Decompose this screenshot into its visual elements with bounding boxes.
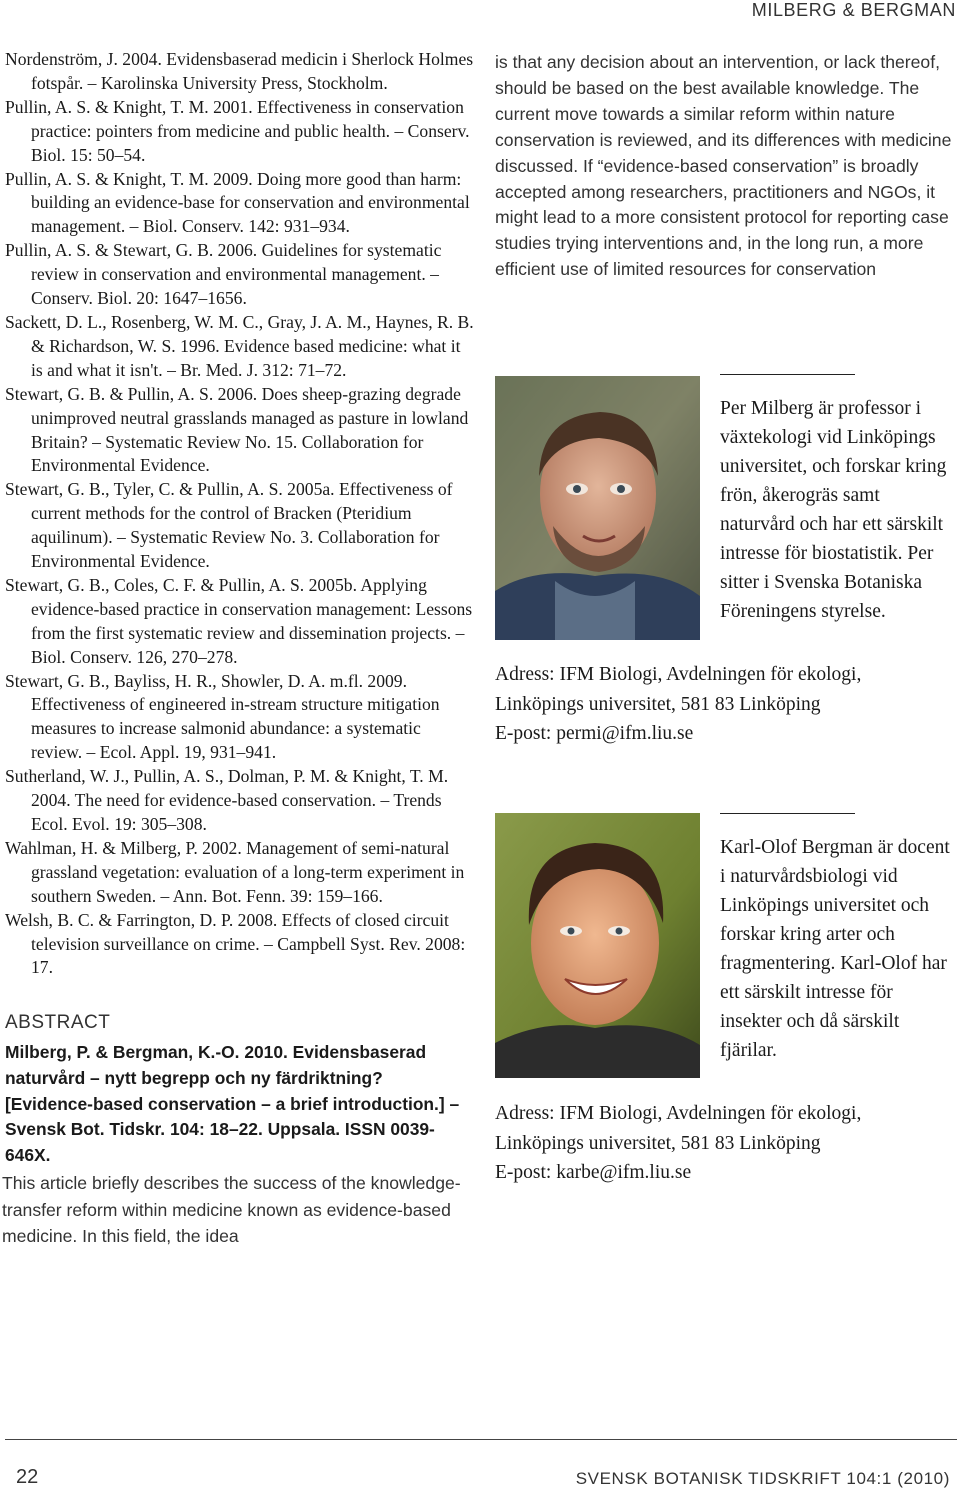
reference-item: Stewart, G. B., Coles, C. F. & Pullin, A. S. 2005b. Applying evidence-based practice in conservation management: Lessons from the first systematic review and dissemination projects. – Biol. Conserv. 126, 270–278.: [5, 574, 473, 667]
reference-item: Pullin, A. S. & Knight, T. M. 2001. Effectiveness in conservation practice: pointers from medicine and public health. – Conserv. Biol. 15: 50–54.: [5, 96, 470, 165]
portrait-photo-icon: [495, 813, 700, 1078]
running-header: MILBERG & BERGMAN: [751, 0, 956, 20]
bio-divider: [720, 813, 855, 814]
abstract-continued: is that any decision about an intervention, or lack thereof, should be based on the best available knowledge. The current move towards a similar reform within nature conservation is reviewed, and its differences with medicine discussed. If “evidence-based conservation” is broadly accepted among researchers, practitioners and NGOs, it might lead to a more consistent protocol for reporting case studies trying interventions and, in the long run, a more efficient use of limited resources for conservation: [495, 52, 952, 280]
reference-item: Nordenström, J. 2004. Evidensbaserad medicin i Sherlock Holmes fotspår. – Karolinska University Press, Stockholm.: [5, 49, 474, 93]
reference-item: Pullin, A. S. & Stewart, G. B. 2006. Guidelines for systematic review in conservation and environmental management. – Conserv. Biol. 20: 1647–1656.: [5, 240, 442, 309]
address-line: Adress: IFM Biologi, Avdelningen för ekologi,: [495, 1103, 862, 1124]
reference-item: Sutherland, W. J., Pullin, A. S., Dolman, P. M. & Knight, T. M. 2004. The need for evidence-based conservation. – Trends Ecol. Evol. 19: 305–308.: [5, 766, 449, 834]
author-photo-bergman: [495, 813, 700, 1078]
abstract-heading: ABSTRACT: [5, 1012, 111, 1034]
reference-item: Stewart, G. B., Bayliss, H. R., Showler, D. A. m.fl. 2009. Effectiveness of engineered in-stream structure mitigation measures to increase salmonid abundance: a systematic review. – Ecol. Appl. 19, 931–941.: [5, 670, 440, 763]
page-number: 22: [16, 1466, 39, 1488]
reference-item: Welsh, B. C. & Farrington, D. P. 2008. Effects of closed circuit television surveillance on crime. – Campbell Syst. Rev. 2008: 17.: [5, 909, 466, 978]
right-column: [495, 50, 955, 283]
author-bio-milberg: Per Milberg är professor i växtekologi vid Linköpings universitet, och forskar kring frön, åkerogräs samt naturvård och har ett särskilt intresse för biostatistik. Per sitter i Svenska Botaniska Föreningens styrelse.: [720, 398, 947, 622]
left-column: [2, 48, 475, 1250]
journal-footer: SVENSK BOTANISK TIDSKRIFT 104:1 (2010): [575, 1469, 950, 1488]
abstract-citation: Milberg, P. & Bergman, K.-O. 2010. Evidensbaserad naturvård – nytt begrepp och ny färdriktning? [Evidence-based conservation – a brief introduction.] – Svensk Bot. Tidskr. 104: 18–22. Uppsala. ISSN 0039-646X.: [5, 1042, 460, 1165]
address-line: Linköpings universitet, 581 83 Linköping: [495, 1132, 821, 1154]
reference-item: Sackett, D. L., Rosenberg, W. M. C., Gray, J. A. M., Haynes, R. B. & Richardson, W. S. 1996. Evidence based medicine: what it is and what it isn't. – Br. Med. J. 312: 71–72.: [5, 311, 474, 380]
reference-item: Stewart, G. B., Tyler, C. & Pullin, A. S. 2005a. Effectiveness of current methods for the control of Bracken (Pteridium aquilinum). – Systematic Review No. 3. Collaboration for Environmental Evidence.: [5, 479, 453, 572]
reference-list: [5, 48, 475, 980]
reference-item: Pullin, A. S. & Knight, T. M. 2009. Doing more good than harm: building an evidence-base for conservation and environmental management. – Biol. Conserv. 142: 931–934.: [5, 168, 470, 237]
abstract-text: This article briefly describes the success of the knowledge-transfer reform within medicine known as evidence-based medicine. In this field, the idea: [2, 1173, 461, 1247]
portrait-photo-icon: [495, 376, 700, 640]
address-line: Linköpings universitet, 581 83 Linköping: [495, 693, 821, 715]
reference-item: Wahlman, H. & Milberg, P. 2002. Management of semi-natural grassland vegetation: evaluation of a long-term experiment in southern Sweden. – Ann. Bot. Fenn. 39: 159–166.: [5, 837, 465, 906]
author-bio-bergman: Karl-Olof Bergman är docent i naturvårdsbiologi vid Linköpings universitet och forskar kring arter och fragmentering. Karl-Olof har ett särskilt intresse för insekter och då särskilt fjärilar.: [720, 837, 950, 1061]
reference-item: Stewart, G. B. & Pullin, A. S. 2006. Does sheep-grazing degrade unimproved neutral grasslands managed as pasture in lowland Britain? – Systematic Review No. 15. Collaboration for Environmental Evidence.: [5, 383, 469, 476]
author-address-bergman: [495, 1099, 955, 1188]
author-email[interactable]: E-post: permi@ifm.liu.se: [495, 723, 694, 744]
address-line: Adress: IFM Biologi, Avdelningen för ekologi,: [495, 664, 862, 685]
footer-divider: [5, 1439, 957, 1440]
bio-divider: [720, 374, 855, 375]
author-block-bergman: [495, 809, 955, 1189]
author-block-milberg: [495, 370, 955, 750]
author-address-milberg: [495, 660, 955, 749]
author-email[interactable]: E-post: karbe@ifm.liu.se: [495, 1162, 692, 1183]
author-photo-milberg: [495, 376, 700, 640]
